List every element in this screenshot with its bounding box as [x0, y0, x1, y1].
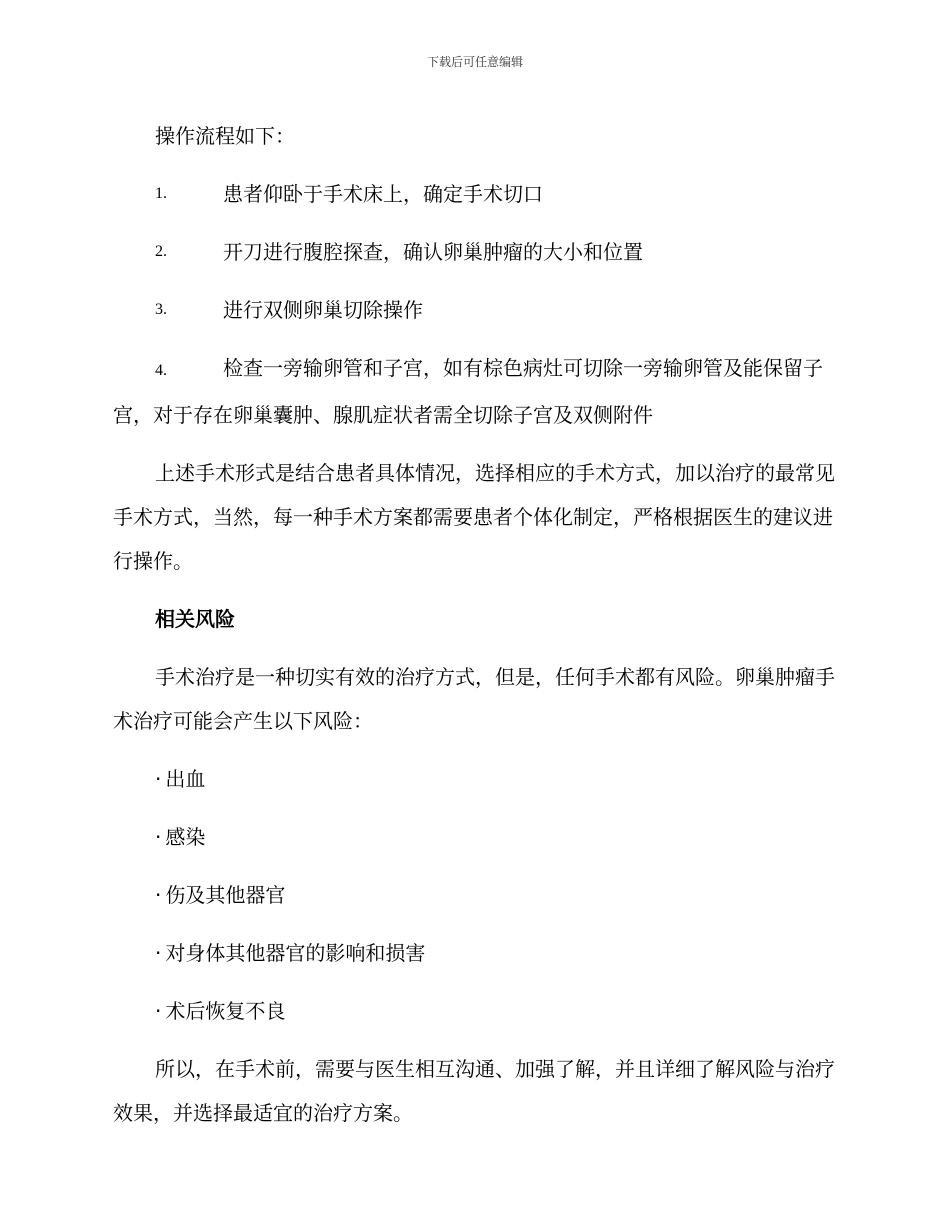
conclusion-paragraph: 所以，在手术前，需要与医生相互沟通、加强了解，并且详细了解风险与治疗效果，并选择最适宜的治疗方案。 [113, 1057, 835, 1125]
step-number: 4. [155, 362, 167, 379]
bullet-icon: · [155, 999, 162, 1023]
risk-item-text: 术后恢复不良 [165, 999, 286, 1023]
step-item-2 [113, 230, 835, 274]
step-text: 检查一旁输卵管和子宫，如有棕色病灶可切除一旁输卵管及能保留子宫，对于存在卵巢囊肿、腺肌症状者需全切除子宫及双侧附件 [113, 356, 823, 427]
step-text: 患者仰卧于手术床上，确定手术切口 [223, 182, 543, 206]
bullet-icon: · [155, 941, 162, 965]
risk-item-text: 感染 [165, 825, 206, 849]
risk-item-5 [113, 989, 835, 1033]
risk-item-4 [113, 931, 835, 975]
step-number: 2. [155, 243, 167, 260]
risk-item-3 [113, 873, 835, 917]
step-item-3 [113, 288, 835, 332]
bullet-icon: · [155, 767, 162, 791]
step-number: 3. [155, 301, 167, 318]
bullet-icon: · [155, 883, 162, 907]
step-text: 进行双侧卵巢切除操作 [223, 298, 423, 322]
risk-intro-paragraph: 手术治疗是一种切实有效的治疗方式，但是，任何手术都有风险。卵巢肿瘤手术治疗可能会产生以下风险： [113, 665, 835, 733]
page-header: 下载后可任意编辑 [426, 55, 523, 69]
intro-paragraph: 操作流程如下： [155, 124, 295, 148]
step-number: 1. [155, 185, 167, 202]
document-body [113, 114, 835, 1135]
risk-item-1 [113, 757, 835, 801]
step-text: 开刀进行腹腔探查，确认卵巢肿瘤的大小和位置 [223, 240, 643, 264]
step-item-1 [113, 172, 835, 216]
step-item-4 [113, 346, 835, 437]
risk-item-text: 对身体其他器官的影响和损害 [165, 941, 426, 965]
risk-item-2 [113, 815, 835, 859]
summary-paragraph: 上述手术形式是结合患者具体情况，选择相应的手术方式，加以治疗的最常见手术方式，当然，每一种手术方案都需要患者个体化制定，严格根据医生的建议进行操作。 [113, 461, 835, 573]
section-heading-risks: 相关风险 [155, 607, 235, 631]
risk-item-text: 伤及其他器官 [165, 883, 286, 907]
bullet-icon: · [155, 825, 162, 849]
risk-item-text: 出血 [165, 767, 206, 791]
